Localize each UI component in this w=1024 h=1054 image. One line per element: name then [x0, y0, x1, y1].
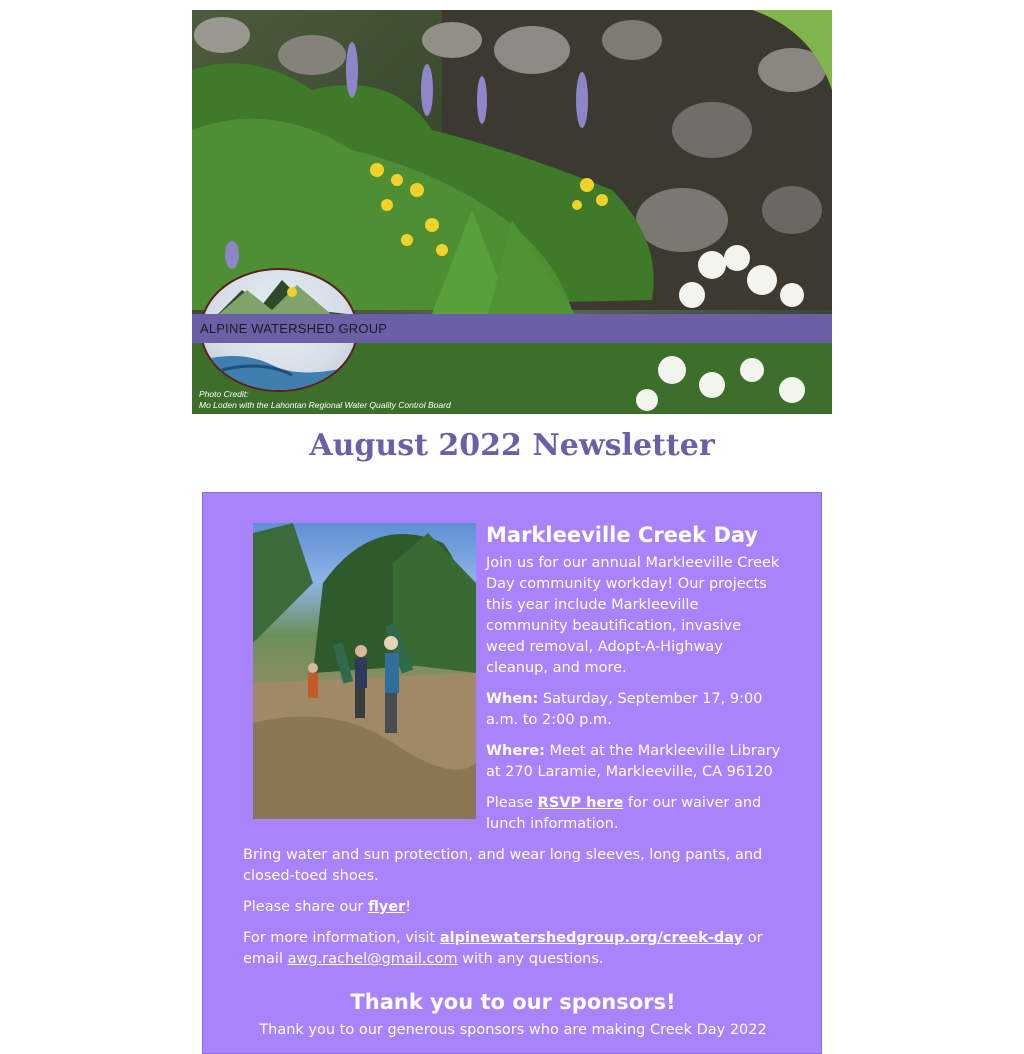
event-card-content [243, 523, 783, 1051]
email-link[interactable]: awg.rachel@gmail.com [287, 951, 458, 967]
share-text-after: ! [405, 899, 412, 915]
logo-text: ALPINE WATERSHED GROUP [200, 321, 388, 336]
creek-day-website-link[interactable]: alpinewatershedgroup.org/creek-day [439, 930, 744, 946]
event-title: Markleeville Creek Day [486, 523, 759, 547]
flyer-link[interactable]: flyer [368, 899, 406, 915]
event-share [243, 897, 783, 918]
sponsors-title: Thank you to our sponsors! [350, 990, 676, 1014]
info-text-before: For more information, visit [243, 930, 440, 946]
event-card [202, 492, 822, 1054]
photo-credit-label: Photo Credit: [199, 389, 249, 399]
rsvp-text-after: for our waiver and lunch information. [486, 795, 762, 832]
photo-credit-name: Mo Loden with the Lahontan Regional Water Quality Control Board [199, 400, 451, 410]
event-more-info [243, 928, 783, 970]
when-label: When: [486, 691, 539, 707]
header-banner-image [192, 10, 832, 414]
event-intro: Join us for our annual Markleeville Creek Day community workday! Our projects this year include Markleeville community beautification, invasive weed removal, Adopt-A-Highway cleanup, and more. [486, 555, 780, 676]
info-text-middle: or email [243, 930, 763, 967]
where-value: Meet at the Markleeville Library at 270 Laramie, Markleeville, CA 96120 [486, 743, 781, 780]
info-text-after: with any questions. [457, 951, 604, 967]
sponsors-text: Thank you to our generous sponsors who are making Creek Day 2022 [259, 1022, 767, 1038]
photo-credit [199, 389, 451, 411]
where-label: Where: [486, 743, 545, 759]
when-value: Saturday, September 17, 9:00 a.m. to 2:00 p.m. [486, 691, 763, 728]
rsvp-text-before: Please [486, 795, 538, 811]
event-bring: Bring water and sun protection, and wear long sleeves, long pants, and closed-toed shoes. [243, 847, 763, 884]
creek-day-volunteers-photo [253, 523, 476, 819]
share-text-before: Please share our [243, 899, 369, 915]
page-title: August 2022 Newsletter [309, 428, 715, 463]
rsvp-link[interactable]: RSVP here [537, 795, 624, 811]
